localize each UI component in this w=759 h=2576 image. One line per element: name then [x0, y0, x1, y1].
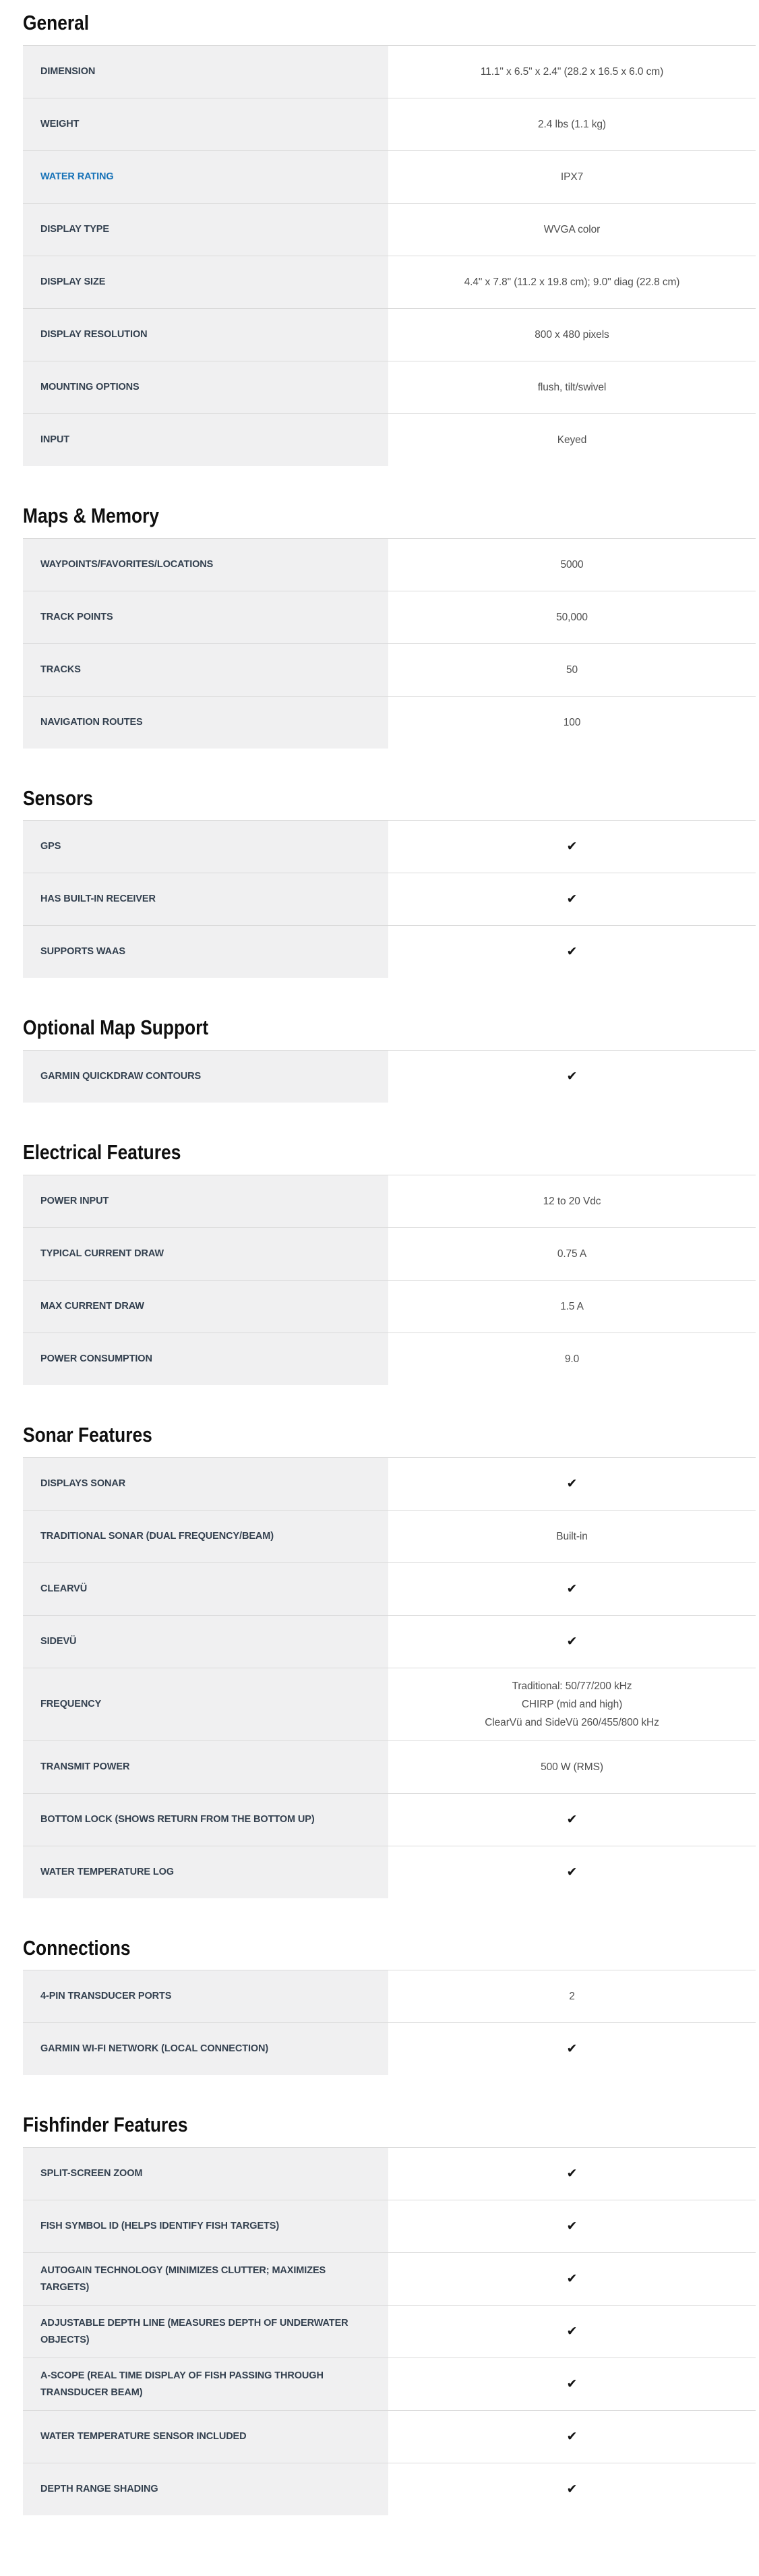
spec-label: HAS BUILT-IN RECEIVER — [40, 894, 156, 905]
spec-label: DISPLAY RESOLUTION — [40, 328, 148, 340]
spec-label: WATER TEMPERATURE LOG — [40, 1866, 174, 1877]
spec-value-cell — [388, 1511, 756, 1562]
spec-label: TRACK POINTS — [40, 611, 113, 622]
spec-label-cell — [23, 644, 388, 696]
spec-label: WATER TEMPERATURE SENSOR INCLUDED — [40, 2431, 247, 2442]
spec-label: SPLIT-SCREEN ZOOM — [40, 2168, 143, 2179]
check-icon: ✔ — [566, 2482, 578, 2496]
spec-value-cell — [388, 2023, 756, 2075]
spec-label: GARMIN WI-FI NETWORK (LOCAL CONNECTION) — [40, 2043, 269, 2055]
check-icon: ✔ — [566, 892, 578, 907]
spec-value-cell — [388, 204, 756, 256]
spec-label: GARMIN QUICKDRAW CONTOURS — [40, 1071, 202, 1082]
spec-value-cell — [388, 926, 756, 978]
check-icon: ✔ — [566, 1865, 578, 1879]
spec-value-cell — [388, 2253, 756, 2305]
spec-row — [23, 204, 756, 256]
section-heading: Connections — [23, 1935, 131, 1960]
spec-row — [23, 1616, 756, 1668]
spec-label-cell — [23, 361, 388, 413]
spec-label-cell — [23, 873, 388, 925]
check-icon: ✔ — [566, 2042, 578, 2057]
spec-label: INPUT — [40, 434, 70, 445]
check-icon: ✔ — [566, 2324, 578, 2339]
spec-value-cell — [388, 1794, 756, 1846]
spec-row — [23, 309, 756, 361]
spec-value-cell — [388, 1846, 756, 1898]
section-heading: Electrical Features — [23, 1140, 181, 1164]
section-heading: Fishfinder Features — [23, 2113, 188, 2137]
spec-value-cell — [388, 414, 756, 466]
spec-value-cell — [388, 591, 756, 643]
spec-value-cell — [388, 697, 756, 749]
spec-label: NAVIGATION ROUTES — [40, 716, 143, 728]
spec-label: TYPICAL CURRENT DRAW — [40, 1248, 164, 1259]
spec-label: MAX CURRENT DRAW — [40, 1300, 144, 1312]
spec-value-cell — [388, 2463, 756, 2515]
spec-value-cell — [388, 1563, 756, 1615]
spec-row — [23, 2306, 756, 2358]
spec-value: 100 — [563, 716, 581, 728]
spec-table — [23, 1970, 756, 2075]
spec-row — [23, 1794, 756, 1846]
spec-value-cell — [388, 2411, 756, 2463]
spec-label: FISH SYMBOL ID (HELPS IDENTIFY FISH TARGETS) — [40, 2221, 280, 2231]
spec-value-cell — [388, 2200, 756, 2252]
check-icon: ✔ — [566, 2430, 578, 2444]
spec-label: WAYPOINTS/FAVORITES/LOCATIONS — [40, 558, 214, 570]
spec-section-2 — [23, 786, 756, 978]
section-heading: General — [23, 11, 90, 34]
spec-value-cell — [388, 1970, 756, 2022]
spec-label-cell — [23, 2148, 388, 2200]
spec-label-cell — [23, 46, 388, 98]
spec-value: 1.5 A — [560, 1300, 584, 1312]
spec-label: POWER INPUT — [40, 1195, 109, 1206]
spec-row — [23, 1051, 756, 1103]
spec-row — [23, 1228, 756, 1281]
check-icon: ✔ — [566, 1581, 578, 1596]
check-icon: ✔ — [566, 840, 578, 854]
spec-value: Keyed — [557, 434, 587, 446]
spec-label-cell — [23, 2358, 388, 2410]
check-icon: ✔ — [566, 2377, 578, 2391]
spec-value: 800 x 480 pixels — [535, 328, 609, 341]
spec-row — [23, 1458, 756, 1511]
spec-label-cell — [23, 1563, 388, 1615]
spec-row — [23, 256, 756, 309]
spec-row — [23, 539, 756, 591]
spec-value: 50 — [566, 664, 578, 676]
spec-section-5 — [23, 1422, 756, 1898]
check-icon: ✔ — [566, 1812, 578, 1827]
spec-label: DEPTH RANGE SHADING — [40, 2484, 158, 2494]
spec-label-cell — [23, 2200, 388, 2252]
spec-row — [23, 821, 756, 873]
spec-row — [23, 414, 756, 466]
spec-label: A-SCOPE (REAL TIME DISPLAY OF FISH PASSING THROUGH TRANSDUCER BEAM) — [40, 2370, 324, 2398]
spec-value-cell — [388, 2358, 756, 2410]
spec-value-cell — [388, 309, 756, 361]
spec-row — [23, 2253, 756, 2306]
spec-value: 12 to 20 Vdc — [543, 1195, 601, 1207]
spec-section-7 — [23, 2112, 756, 2515]
spec-value-cell — [388, 539, 756, 591]
spec-label-cell — [23, 414, 388, 466]
spec-table — [23, 820, 756, 978]
spec-row — [23, 1970, 756, 2023]
spec-value-cell — [388, 1668, 756, 1740]
spec-label-cell — [23, 926, 388, 978]
section-heading: Sensors — [23, 786, 93, 810]
spec-row — [23, 98, 756, 151]
spec-value-cell — [388, 46, 756, 98]
spec-label-cell — [23, 1668, 388, 1740]
spec-label-cell — [23, 204, 388, 256]
spec-row — [23, 697, 756, 749]
spec-label-cell — [23, 2463, 388, 2515]
check-icon: ✔ — [566, 1634, 578, 1649]
spec-row — [23, 2148, 756, 2200]
spec-label: MOUNTING OPTIONS — [40, 381, 140, 392]
spec-value: 50,000 — [556, 611, 588, 623]
spec-label: TRACKS — [40, 664, 81, 675]
spec-value: CHIRP (mid and high) — [521, 1698, 623, 1710]
spec-row — [23, 2411, 756, 2463]
spec-value: Built-in — [556, 1530, 588, 1542]
spec-label-cell — [23, 1281, 388, 1333]
spec-label: SUPPORTS WAAS — [40, 946, 125, 958]
spec-label-cell — [23, 1616, 388, 1668]
spec-row — [23, 2023, 756, 2075]
spec-row — [23, 873, 756, 926]
section-heading: Maps & Memory — [23, 503, 160, 527]
spec-row — [23, 2463, 756, 2515]
spec-label: GPS — [40, 841, 61, 852]
spec-row — [23, 2200, 756, 2253]
spec-label-cell — [23, 1051, 388, 1103]
spec-row — [23, 1563, 756, 1616]
check-icon: ✔ — [566, 1476, 578, 1491]
section-heading: Sonar Features — [23, 1422, 152, 1446]
spec-row — [23, 1175, 756, 1228]
spec-label-cell — [23, 1741, 388, 1793]
spec-table — [23, 2147, 756, 2515]
spec-value: 11.1" x 6.5" x 2.4" (28.2 x 16.5 x 6.0 cm) — [480, 65, 664, 78]
spec-label-cell — [23, 1458, 388, 1510]
spec-table — [23, 45, 756, 466]
spec-value-cell — [388, 1333, 756, 1385]
spec-value: flush, tilt/swivel — [537, 381, 607, 393]
spec-table — [23, 1175, 756, 1385]
spec-label: WEIGHT — [40, 118, 80, 129]
spec-label-cell — [23, 2253, 388, 2305]
spec-label: FREQUENCY — [40, 1698, 102, 1709]
spec-value-cell — [388, 151, 756, 203]
check-icon: ✔ — [566, 2219, 578, 2233]
spec-row — [23, 1333, 756, 1385]
spec-label-cell — [23, 1333, 388, 1385]
spec-row — [23, 46, 756, 98]
spec-label-cell — [23, 591, 388, 643]
spec-value-cell — [388, 644, 756, 696]
spec-label-link[interactable]: WATER RATING — [40, 171, 114, 182]
spec-row — [23, 2358, 756, 2411]
spec-label-cell — [23, 98, 388, 150]
check-icon: ✔ — [566, 1070, 578, 1084]
spec-label: ADJUSTABLE DEPTH LINE (MEASURES DEPTH OF UNDERWATER OBJECTS) — [40, 2317, 348, 2345]
spec-section-4 — [23, 1140, 756, 1385]
spec-value: 0.75 A — [557, 1248, 587, 1260]
spec-value-cell — [388, 2306, 756, 2358]
spec-section-0 — [23, 10, 756, 466]
spec-label-cell — [23, 1970, 388, 2022]
spec-label: DISPLAY TYPE — [40, 223, 109, 235]
spec-row — [23, 1846, 756, 1898]
spec-label-cell — [23, 697, 388, 749]
spec-section-3 — [23, 1015, 756, 1103]
spec-label-cell — [23, 1794, 388, 1846]
spec-label-cell — [23, 821, 388, 873]
spec-row — [23, 1281, 756, 1333]
spec-section-6 — [23, 1935, 756, 2076]
check-icon: ✔ — [566, 945, 578, 960]
spec-row — [23, 361, 756, 414]
spec-label: DIMENSION — [40, 65, 96, 77]
spec-label-cell — [23, 2411, 388, 2463]
spec-table — [23, 538, 756, 749]
spec-label: 4-PIN TRANSDUCER PORTS — [40, 1991, 172, 2002]
spec-section-1 — [23, 503, 756, 749]
spec-label: DISPLAYS SONAR — [40, 1477, 126, 1489]
spec-value: 2 — [569, 1991, 575, 2003]
spec-row — [23, 1741, 756, 1794]
spec-value-cell — [388, 256, 756, 308]
spec-table — [23, 1050, 756, 1103]
spec-label-cell — [23, 256, 388, 308]
spec-label-cell — [23, 539, 388, 591]
spec-value: 5000 — [560, 558, 584, 570]
spec-row — [23, 591, 756, 644]
spec-row — [23, 1668, 756, 1741]
spec-label-cell — [23, 309, 388, 361]
spec-label-cell — [23, 1846, 388, 1898]
spec-value: 4.4" x 7.8" (11.2 x 19.8 cm); 9.0" diag (22.8 cm) — [464, 276, 680, 288]
spec-label-cell — [23, 151, 388, 203]
spec-value: IPX7 — [560, 171, 584, 183]
spec-value-cell — [388, 1051, 756, 1103]
spec-value-cell — [388, 873, 756, 925]
spec-row — [23, 1511, 756, 1563]
spec-table — [23, 1457, 756, 1898]
spec-label: TRANSMIT POWER — [40, 1761, 130, 1772]
spec-label-cell — [23, 1511, 388, 1562]
spec-row — [23, 644, 756, 697]
spec-value-cell — [388, 1741, 756, 1793]
spec-label-cell — [23, 2306, 388, 2358]
spec-value-cell — [388, 2148, 756, 2200]
spec-label: AUTOGAIN TECHNOLOGY (MINIMIZES CLUTTER; MAXIMIZES TARGETS) — [40, 2264, 326, 2293]
spec-label-cell — [23, 1228, 388, 1280]
spec-label-cell — [23, 2023, 388, 2075]
spec-value: ClearVü and SideVü 260/455/800 kHz — [485, 1716, 659, 1728]
spec-value-cell — [388, 1616, 756, 1668]
spec-sheet — [23, 10, 756, 2515]
spec-value-cell — [388, 1458, 756, 1510]
spec-label: TRADITIONAL SONAR (DUAL FREQUENCY/BEAM) — [40, 1530, 274, 1542]
spec-label: BOTTOM LOCK (SHOWS RETURN FROM THE BOTTOM UP) — [40, 1813, 315, 1825]
spec-label: SIDEVÜ — [40, 1635, 77, 1647]
spec-value: 9.0 — [564, 1353, 580, 1365]
spec-value: WVGA color — [543, 223, 601, 235]
spec-value-cell — [388, 1175, 756, 1227]
spec-row — [23, 151, 756, 204]
spec-value-cell — [388, 821, 756, 873]
spec-label-cell — [23, 1175, 388, 1227]
spec-value-cell — [388, 98, 756, 150]
check-icon: ✔ — [566, 2167, 578, 2181]
spec-label: CLEARVÜ — [40, 1583, 88, 1594]
spec-label: DISPLAY SIZE — [40, 276, 106, 287]
spec-label: POWER CONSUMPTION — [40, 1353, 152, 1364]
spec-value: Traditional: 50/77/200 kHz — [512, 1680, 632, 1692]
spec-value-cell — [388, 361, 756, 413]
spec-value-cell — [388, 1281, 756, 1333]
spec-value-cell — [388, 1228, 756, 1280]
spec-row — [23, 926, 756, 978]
spec-value: 2.4 lbs (1.1 kg) — [538, 118, 606, 130]
spec-value: 500 W (RMS) — [541, 1761, 603, 1773]
check-icon: ✔ — [566, 2272, 578, 2286]
section-heading: Optional Map Support — [23, 1016, 209, 1040]
